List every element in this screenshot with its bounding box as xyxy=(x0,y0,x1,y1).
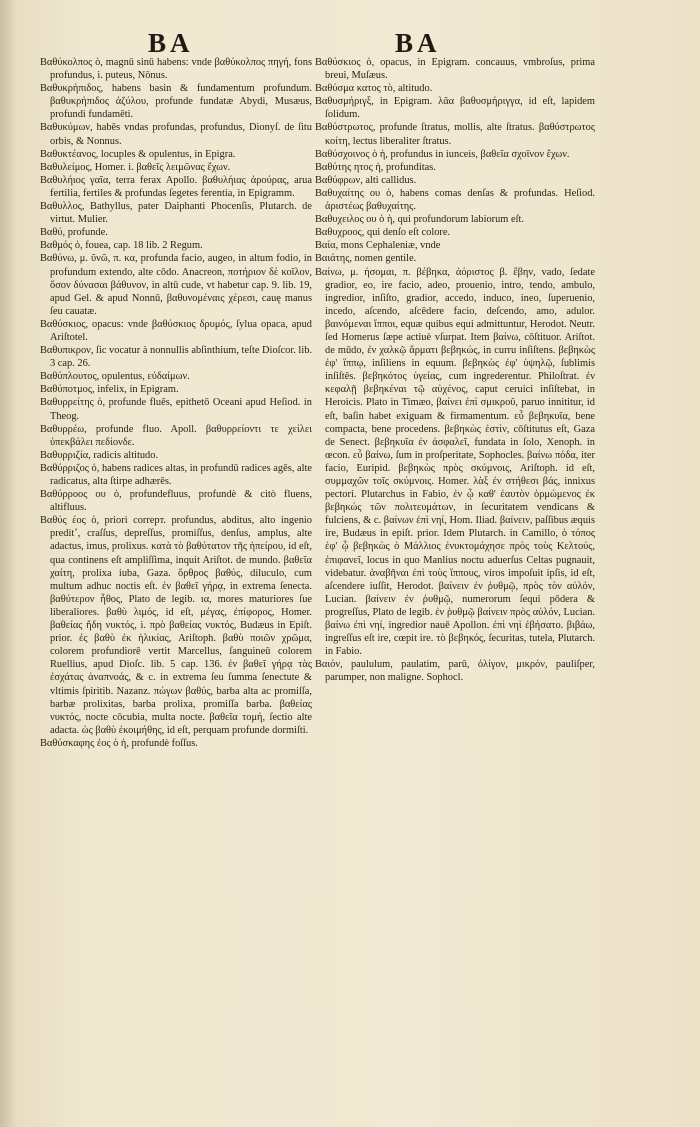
dictionary-entry: Βαίνω, μ. ήσομαι, π. βέβηκα, ἀόριστος β. ἔβην, vado, ſedate gradior, eo, ire facio, adeo, prouenio, intro, tendo, ambulo, ingredior, inſiſto, gradior, accedo, induco, ineo, ſuperuenio, incedo, aſcendo, aſcēdere facio, deſcendo, amo, adulor. βαινόμεναι ἵπποι, equæ quibus equi admittuntur, Herodot. Neutr. ſed Homerus ſæpe actiuè vſurpat. Item βαίνω, cōſtituor. Ariſtot. de mūdo, ἐν χαλκῷ ἅρματι βεβηκώς, in curru inſiſtens. βεβηκὼς ἐφ' ἵππῳ, inſiliens in equum. βεβηκὼς ἐφ' ὑψηλῷ, ſublimis inſiſtēs. βεβηκότος ὑγείας, cum ingrederentur. Philoſtrat. ἐν κεφαλῇ βεβηκέναι τῷ αὐχένος, caput ceruici inſiſtebat, in Heroicis. Plato in Timæo, βαίνει ἐπὶ σμικροῦ, paruo innititur, id eſt, baſin habet exiguam & firmamentum. εὖ βεβηκυῖα, bene compacta, bene procedens. βεβηκὼς ἐστὶν, cōſtitutus eſt, Gaza de Senect. βεβηκυῖα ἐν ἀσφαλεῖ, fundata in ſolo, Xenoph. in œcon. εὖ βαίνω, ſum in proſperitate, Sophocles. βαίνω πόδα, iter facio, Euripid. βεβηκὼς πρὸς σκύμνοις, Ariſtoph. id eſt, συμμαχῶν τοῖς σκύμνοις. Homer. λὰξ ἐν στήθεσι βάς, innixus pectori. Plutarchus in Fabio, ἐν ᾧ καθ' ἑαυτὸν ὁρμώμενος ἐκ βεβηκώς τῶν πολιτευμάτων, in ſecuritatem vendicans & fulciens, & c. βαίνων ἐπὶ νηί, Hom. Iliad. βαίνειν, paſſibus æquis ire, Budæus in epiſt. prior. Idem Plutarch. in Camillo, ὁ τόπος ἐφ' ᾧ βεβηκὼς ὁ Μάλλιος ἐνυκτομάχησε πρὸς τοὺς Κελτούς, ἐπιφανεῖ, locus in quo Manlius noctu aduerſus Celtas pugnauit, videbatur. ἀναβῆναι ἐπὶ τοὺς ἵππους, viros impoſuit ipſis, id eſt, aſcendere iuſſit, Herodot. βαίνειν ἐν ῥυθμῷ, πρὸς τὸν αὐλόν, Lucian. βαίνειν ἐν ῥυθμῷ, numerorum ſequi pōdera & progreſſus, Plato de legib. ἐν ῥυθμῷ βαίνειν πρὸς αὐλόν, Lucian. βαίνω ἐπὶ νηί, ingredior nauē Apollon. ἐπὶ νηὶ ἐβήσατο. βιβάω, ingreſſus eſt ire, cœpit ire. τὸ βεβηκός, ſecuritas, tutela, Plutarch. in Fabio. xyxy=(315,266,595,658)
dictionary-entry: Βαθυλήιος γαῖα, terra ferax Apollo. βαθυλήιας ἀρούρας, arua fertilia, fertiles & profundas ſegetes ferentia, in Epigramm. xyxy=(40,174,312,199)
dictionary-entry: Βαθυχροος, qui denſo eſt colore. xyxy=(315,227,451,239)
dictionary-entry: Βαθύνω, μ. ῦνῶ, π. κα, profunda facio, augeo, in altum fodio, in profundum extendo, alte cōdo. Anacreon, ποτήριον δὲ κοῖλον, ὅσον δύνασαι βάθυνον, in altū cude, vt habetur cap. 9. lib. 19, apud Gel. & apud Nonnū, βαθυνομέναις χέρεσι, cauę manus ſeu cauatæ. xyxy=(40,253,312,317)
dictionary-entry: Βαθύποτμος, infelix, in Epigram. xyxy=(40,384,179,396)
dictionary-entry: Βαθυκρήπιδος, habens basin & fundamentum profundum. βαθυκρήπιδος ἀζύλου, profunde fundatæ Abydi, Musæus, profundi fundamēti. xyxy=(40,83,312,121)
dictionary-entry: Βαθύσμα κατος τὸ, altitudo. xyxy=(315,83,433,95)
dictionary-entry: Βαθύ, profunde. xyxy=(40,227,108,239)
dictionary-entry: Βαθύς έος ὁ, priori correpт. profundus, abditus, alto ingenio predit˚, craſſus, depreſſus, promiſſus, denſus, amplus, alte adactus, imus, prolixus. κατὰ τὸ βαθύτατον τῆς ἠπείρου, id eſt, qua continens eſt ampliſſima, inquit Ariſtot. de mundo. βαθεῖα χαίτη, prolixa iuba, Gaza. ὄρθρος βαθύς, diluculo, cum multum adhuc noctis eſt. ἐν βαθεῖ γήρᾳ, in extrema ſenecta. βαθύτερον ἦθος, Plato de legib. ια, mores maturiores ſue liberaliores. βαθὺ λιμός, id eſt, μέγας, ἐπίφορος, Homer. βαθείας ἤδη νυκτός, i. πρὸ βαθείας νυκτός, Budæus in Epiſt. prior. ἐς βαθὺ ἐκ ἡλικίας, Ariſtoph. βαθὺ ποιῶν χρῶμα, colorem profundiorē vertit Marcellus, ſanguineū colorem Ruellius, apud Dioſc. lib. 5 cap. 136. ἐν βαθεῖ γήρᾳ τὰς ἐσχάτας ἀναπνοάς, & c. in extrema ſeu ſumma ſenectute & vltimis ſpiritib. Nazanz. πώγων βαθύς, barba alta ac promiſſa, barbæ prolixitas, barba prolixa, promiſſa barba. βαθείας νυκτός, nocte cōcubia, multa nocte. βαθεῖα τομή, ſectio alte adacta. ὡς βαθὺ ἐκοιμήθης, id eſt, perquam profunde dormiſti. xyxy=(40,515,312,736)
dictionary-entry: Βαθυρρέω, profunde fluo. Apoll. βαθυρρείοντι τε χείλει ὑπεκβάλει πεδίονδε. xyxy=(40,423,312,448)
dictionary-entry: Βαθυσμήριγξ, in Epigram. λᾶα βαθυσμήριγγα, id eſt, lapidem ſolidum. xyxy=(315,96,595,121)
dictionary-entry: Βαθυκτέανος, locuples & opulentus, in Epigra. xyxy=(40,148,236,160)
dictionary-entry: Βαθυπικρον, ſic vocatur à nonnullis abſinthium, teſte Dioſcor. lib. 3 cap. 26. xyxy=(40,345,312,370)
dictionary-entry: Βαία, mons Cephaleniæ, vnde xyxy=(315,240,441,252)
dictionary-entry: Βαθύσκιος ὁ, opacus, in Epigram. concauus, vmbroſus, prima breui, Muſæus. xyxy=(315,57,595,82)
dictionary-entry: Βαθύρριζος ὁ, habens radices altas, in profundū radices agēs, alte radicatus, alta ſtirpe adhærēs. xyxy=(40,462,312,487)
dictionary-entry: Βαθμός ὁ, fouea, cap. 18 lib. 2 Regum. xyxy=(40,240,203,252)
gutter-shadow xyxy=(0,0,16,1127)
dictionary-entry: Βαθύστρωτος, profunde ſtratus, mollis, alte ſtratus. βαθύστρωτος κοίτη, lectus liberaliter ſtratus. xyxy=(315,122,595,147)
dictionary-entry: Βαιάτης, nomen gentile. xyxy=(315,253,417,265)
dictionary-entry: Βαθυλλος, Bathyllus, pater Daiphanti Phocenſis, Plutarch. de virtut. Mulier. xyxy=(40,201,312,226)
dictionary-entry: Βαιόν, paululum, paulatim, parū, ὀλίγον, μικρόν, pauliſper, parumper, non maligne. Sophocl. xyxy=(315,659,595,684)
dictionary-entry: Βαθύκολπος ὁ, magnū sinū habens: vnde βαθύκολπος πηγή, fons profundus, i. puteus, Nōnus. xyxy=(40,57,312,82)
dictionary-entry: Βαθυκύμων, habēs vndas profundas, profundus, Dionyſ. de ſitu orbis, & Nonnus. xyxy=(40,122,312,147)
dictionary-entry: Βαθύπλουτος, opulentus, εὐδαίμων. xyxy=(40,371,190,383)
dictionary-entry: Βαθύσκαφης ἐος ὁ ἡ, profundè foſſus. xyxy=(40,737,198,749)
dictionary-entry: Βαθύσχοινος ὁ ἡ, profundus in iunceis, βαθεῖα σχοῖνον ἔχων. xyxy=(315,148,570,160)
dictionary-entry: Βαθυρρείτης ὁ, profunde fluēs, epithetō Oceani apud Heſiod. in Theog. xyxy=(40,397,312,422)
dictionary-entry: Βαθύτης ητος ἡ, profunditas. xyxy=(315,161,436,173)
dictionary-entry: Βαθυχαίτης ου ὁ, habens comas denſas & profundas. Heſiod. ἀριστέως βαθυχαίτης. xyxy=(315,187,595,213)
dictionary-entry: Βαθύφρων, alti callidus. xyxy=(315,174,417,186)
dictionary-entry: Βαθύσκιος, opacus: vnde βαθύσκιος δρυμός, ſylua opaca, apud Ariſtotel. xyxy=(40,318,312,343)
dictionary-entry: Βαθυλείμος, Homer. i. βαθεῖς λειμῶνας ἔχων. xyxy=(40,161,231,173)
running-head-left: BA xyxy=(148,28,194,58)
running-head-right: BA xyxy=(395,28,441,58)
dictionary-entry: Βαθυρριζία, radicis altitudo. xyxy=(40,449,159,461)
right-column xyxy=(315,56,595,685)
left-column xyxy=(40,56,312,750)
dictionary-entry: Βαθύρροος ου ὁ, profundefluus, profundè & citò fluens, altifluus. xyxy=(40,489,312,514)
dictionary-entry: Βαθυχειλος ου ὁ ἡ, qui profundorum labiorum eſt. xyxy=(315,214,524,226)
